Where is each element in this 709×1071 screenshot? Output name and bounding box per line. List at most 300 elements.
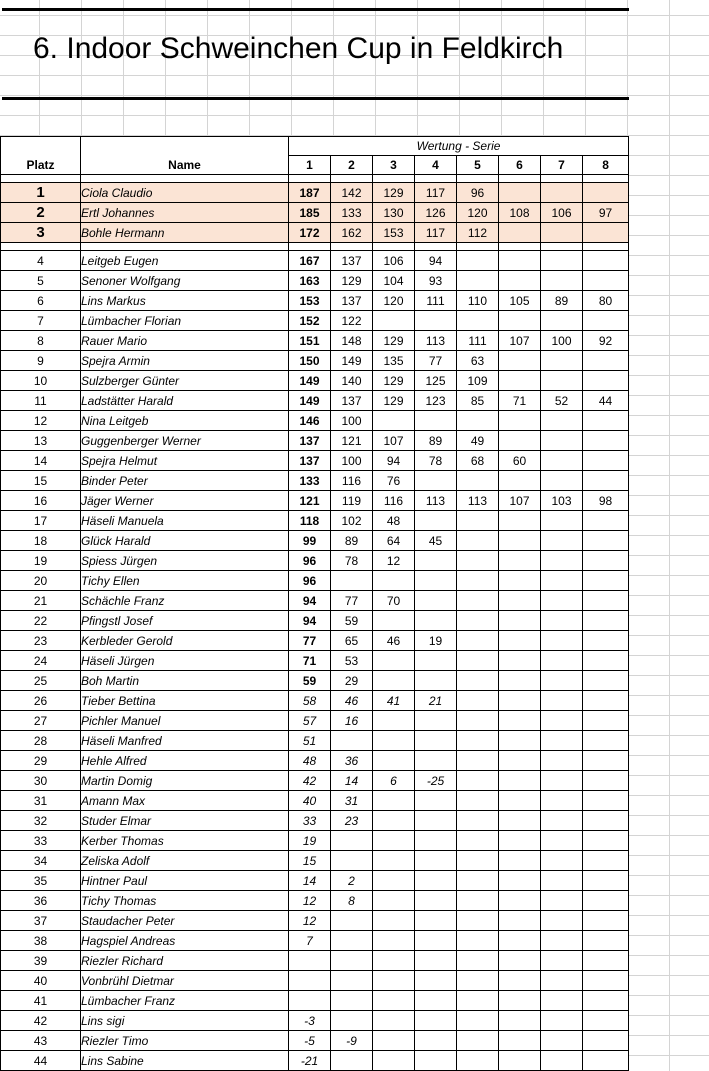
score-cell-serie-5 (457, 791, 499, 811)
score-cell-serie-1: 99 (289, 531, 331, 551)
score-cell-serie-6 (499, 651, 541, 671)
score-cell-serie-8 (583, 991, 629, 1011)
score-cell-serie-6 (499, 791, 541, 811)
place-cell: 32 (1, 811, 81, 831)
score-cell-serie-1: 150 (289, 351, 331, 371)
score-cell-serie-5 (457, 1031, 499, 1051)
header-serie-8: 8 (583, 156, 629, 175)
name-cell: Lins Sabine (81, 1051, 289, 1071)
gap-cell (331, 243, 373, 251)
score-cell-serie-2: 8 (331, 891, 373, 911)
table-row (1, 1031, 629, 1051)
score-cell-serie-8 (583, 271, 629, 291)
score-cell-serie-3 (373, 911, 415, 931)
score-cell-serie-5: 109 (457, 371, 499, 391)
score-cell-serie-1: 94 (289, 591, 331, 611)
table-row (1, 651, 629, 671)
score-cell-serie-5 (457, 991, 499, 1011)
score-cell-serie-2: 53 (331, 651, 373, 671)
header-serie-4: 4 (415, 156, 457, 175)
score-cell-serie-5 (457, 931, 499, 951)
score-cell-serie-5 (457, 691, 499, 711)
score-cell-serie-6 (499, 691, 541, 711)
score-cell-serie-3 (373, 751, 415, 771)
score-cell-serie-8 (583, 311, 629, 331)
score-cell-serie-5 (457, 811, 499, 831)
name-cell: Jäger Werner (81, 491, 289, 511)
score-cell-serie-4: 117 (415, 183, 457, 203)
score-cell-serie-8 (583, 731, 629, 751)
score-cell-serie-7 (541, 951, 583, 971)
score-cell-serie-7 (541, 251, 583, 271)
score-cell-serie-6 (499, 223, 541, 243)
score-cell-serie-2 (331, 731, 373, 751)
score-cell-serie-7 (541, 1011, 583, 1031)
score-cell-serie-7 (541, 831, 583, 851)
score-cell-serie-3: 94 (373, 451, 415, 471)
name-cell: Spejra Armin (81, 351, 289, 371)
name-cell: Häseli Manuela (81, 511, 289, 531)
place-cell: 2 (1, 203, 81, 223)
score-cell-serie-3 (373, 831, 415, 851)
score-cell-serie-7 (541, 971, 583, 991)
gap-cell (583, 175, 629, 183)
score-cell-serie-1: 137 (289, 431, 331, 451)
gap-cell (541, 175, 583, 183)
score-cell-serie-5: 113 (457, 491, 499, 511)
score-cell-serie-2: 149 (331, 351, 373, 371)
name-cell: Studer Elmar (81, 811, 289, 831)
score-cell-serie-7 (541, 891, 583, 911)
score-cell-serie-2: 137 (331, 391, 373, 411)
score-cell-serie-7: 103 (541, 491, 583, 511)
score-cell-serie-7 (541, 411, 583, 431)
score-cell-serie-5 (457, 471, 499, 491)
score-cell-serie-7 (541, 531, 583, 551)
score-cell-serie-1: 152 (289, 311, 331, 331)
score-cell-serie-4 (415, 911, 457, 931)
score-cell-serie-3: 116 (373, 491, 415, 511)
place-cell: 26 (1, 691, 81, 711)
score-cell-serie-1: 33 (289, 811, 331, 831)
score-cell-serie-5 (457, 751, 499, 771)
score-cell-serie-5: 120 (457, 203, 499, 223)
name-cell: Nina Leitgeb (81, 411, 289, 431)
score-cell-serie-5 (457, 711, 499, 731)
name-cell: Lümbacher Florian (81, 311, 289, 331)
table-row (1, 371, 629, 391)
score-cell-serie-6 (499, 551, 541, 571)
score-cell-serie-2: 89 (331, 531, 373, 551)
score-cell-serie-1 (289, 971, 331, 991)
score-cell-serie-6 (499, 971, 541, 991)
score-cell-serie-6: 105 (499, 291, 541, 311)
score-cell-serie-1: 59 (289, 671, 331, 691)
score-cell-serie-1: -5 (289, 1031, 331, 1051)
score-cell-serie-7 (541, 671, 583, 691)
score-cell-serie-2: 36 (331, 751, 373, 771)
score-cell-serie-7 (541, 811, 583, 831)
score-cell-serie-8 (583, 411, 629, 431)
gap-cell (1, 243, 81, 251)
score-cell-serie-1: 172 (289, 223, 331, 243)
score-cell-serie-7 (541, 311, 583, 331)
name-cell: Ladstätter Harald (81, 391, 289, 411)
table-row (1, 751, 629, 771)
score-cell-serie-7 (541, 871, 583, 891)
header-serie-6: 6 (499, 156, 541, 175)
name-cell: Bohle Hermann (81, 223, 289, 243)
score-cell-serie-7: 89 (541, 291, 583, 311)
score-cell-serie-8 (583, 1011, 629, 1031)
score-cell-serie-4 (415, 991, 457, 1011)
score-cell-serie-8 (583, 511, 629, 531)
score-cell-serie-4 (415, 751, 457, 771)
table-row (1, 331, 629, 351)
place-cell: 9 (1, 351, 81, 371)
score-cell-serie-7 (541, 511, 583, 531)
score-cell-serie-1: 77 (289, 631, 331, 651)
score-cell-serie-3 (373, 871, 415, 891)
score-cell-serie-4 (415, 411, 457, 431)
score-cell-serie-3: 135 (373, 351, 415, 371)
score-cell-serie-7 (541, 911, 583, 931)
score-cell-serie-3: 106 (373, 251, 415, 271)
score-cell-serie-5 (457, 591, 499, 611)
score-cell-serie-4: 78 (415, 451, 457, 471)
score-cell-serie-2: 133 (331, 203, 373, 223)
podium-row (1, 183, 629, 203)
score-cell-serie-1: 71 (289, 651, 331, 671)
table-row (1, 851, 629, 871)
score-cell-serie-7 (541, 851, 583, 871)
table-row (1, 471, 629, 491)
score-cell-serie-2: 16 (331, 711, 373, 731)
score-cell-serie-3: 130 (373, 203, 415, 223)
name-cell: Glück Harald (81, 531, 289, 551)
header-serie-5: 5 (457, 156, 499, 175)
score-cell-serie-8 (583, 551, 629, 571)
name-cell: Hehle Alfred (81, 751, 289, 771)
score-cell-serie-5 (457, 971, 499, 991)
score-cell-serie-8 (583, 691, 629, 711)
score-cell-serie-2: 119 (331, 491, 373, 511)
score-cell-serie-4: 93 (415, 271, 457, 291)
header-serie-3: 3 (373, 156, 415, 175)
table-row (1, 271, 629, 291)
score-cell-serie-4: 21 (415, 691, 457, 711)
header-platz: Platz (1, 137, 81, 175)
score-cell-serie-6 (499, 371, 541, 391)
place-cell: 43 (1, 1031, 81, 1051)
place-cell: 33 (1, 831, 81, 851)
score-cell-serie-4 (415, 1011, 457, 1031)
score-cell-serie-7 (541, 223, 583, 243)
place-cell: 4 (1, 251, 81, 271)
name-cell: Tichy Thomas (81, 891, 289, 911)
score-cell-serie-4 (415, 951, 457, 971)
score-cell-serie-1: 40 (289, 791, 331, 811)
score-cell-serie-6 (499, 891, 541, 911)
gap-cell (499, 243, 541, 251)
score-cell-serie-5: 85 (457, 391, 499, 411)
score-cell-serie-1: 163 (289, 271, 331, 291)
place-cell: 11 (1, 391, 81, 411)
score-cell-serie-6 (499, 311, 541, 331)
score-cell-serie-6: 60 (499, 451, 541, 471)
score-cell-serie-6 (499, 871, 541, 891)
place-cell: 15 (1, 471, 81, 491)
score-cell-serie-2 (331, 991, 373, 1011)
score-cell-serie-8 (583, 471, 629, 491)
score-cell-serie-3: 48 (373, 511, 415, 531)
score-cell-serie-1: 42 (289, 771, 331, 791)
score-cell-serie-7 (541, 611, 583, 631)
place-cell: 10 (1, 371, 81, 391)
table-row (1, 611, 629, 631)
place-cell: 39 (1, 951, 81, 971)
score-cell-serie-1 (289, 951, 331, 971)
score-cell-serie-3 (373, 731, 415, 751)
table-row (1, 791, 629, 811)
score-cell-serie-6 (499, 471, 541, 491)
name-cell: Häseli Jürgen (81, 651, 289, 671)
score-cell-serie-4 (415, 611, 457, 631)
score-cell-serie-1: 94 (289, 611, 331, 631)
score-cell-serie-3 (373, 671, 415, 691)
score-cell-serie-5: 63 (457, 351, 499, 371)
score-cell-serie-6 (499, 591, 541, 611)
table-row (1, 291, 629, 311)
score-cell-serie-5: 68 (457, 451, 499, 471)
score-cell-serie-7 (541, 631, 583, 651)
table-row (1, 811, 629, 831)
score-cell-serie-3: 129 (373, 371, 415, 391)
score-cell-serie-5 (457, 871, 499, 891)
score-cell-serie-4 (415, 811, 457, 831)
header-name: Name (81, 137, 289, 175)
score-cell-serie-2: 121 (331, 431, 373, 451)
name-cell: Schächle Franz (81, 591, 289, 611)
table-row (1, 991, 629, 1011)
score-cell-serie-8 (583, 771, 629, 791)
score-cell-serie-4: -25 (415, 771, 457, 791)
place-cell: 8 (1, 331, 81, 351)
score-cell-serie-1: 121 (289, 491, 331, 511)
place-cell: 41 (1, 991, 81, 1011)
score-cell-serie-5 (457, 651, 499, 671)
score-cell-serie-6 (499, 931, 541, 951)
score-cell-serie-6 (499, 531, 541, 551)
place-cell: 3 (1, 223, 81, 243)
table-row (1, 591, 629, 611)
name-cell: Ertl Johannes (81, 203, 289, 223)
score-cell-serie-2: 29 (331, 671, 373, 691)
score-cell-serie-3: 76 (373, 471, 415, 491)
gap-cell (331, 175, 373, 183)
score-cell-serie-8: 44 (583, 391, 629, 411)
score-cell-serie-6 (499, 431, 541, 451)
score-cell-serie-4 (415, 671, 457, 691)
score-cell-serie-4: 117 (415, 223, 457, 243)
score-cell-serie-2 (331, 831, 373, 851)
gap-cell (1, 175, 81, 183)
score-cell-serie-5: 111 (457, 331, 499, 351)
table-row (1, 411, 629, 431)
score-cell-serie-8 (583, 611, 629, 631)
score-cell-serie-5: 110 (457, 291, 499, 311)
score-cell-serie-5 (457, 311, 499, 331)
table-row (1, 491, 629, 511)
score-cell-serie-3: 46 (373, 631, 415, 651)
score-cell-serie-7 (541, 931, 583, 951)
score-cell-serie-6 (499, 811, 541, 831)
score-cell-serie-5 (457, 1011, 499, 1031)
score-cell-serie-8 (583, 751, 629, 771)
score-cell-serie-1: 48 (289, 751, 331, 771)
score-cell-serie-4 (415, 791, 457, 811)
name-cell: Vonbrühl Dietmar (81, 971, 289, 991)
score-cell-serie-4: 94 (415, 251, 457, 271)
score-cell-serie-2: 77 (331, 591, 373, 611)
name-cell: Kerbleder Gerold (81, 631, 289, 651)
score-cell-serie-4: 45 (415, 531, 457, 551)
gap-cell (373, 243, 415, 251)
table-row (1, 351, 629, 371)
score-cell-serie-4 (415, 731, 457, 751)
score-cell-serie-3: 6 (373, 771, 415, 791)
score-cell-serie-2 (331, 911, 373, 931)
podium-row (1, 223, 629, 243)
score-cell-serie-2: 23 (331, 811, 373, 831)
score-cell-serie-1: 15 (289, 851, 331, 871)
gap-cell (289, 175, 331, 183)
score-cell-serie-7 (541, 731, 583, 751)
score-cell-serie-1: 58 (289, 691, 331, 711)
gap-cell (415, 175, 457, 183)
score-cell-serie-8 (583, 531, 629, 551)
podium-gap-row (1, 243, 629, 251)
score-cell-serie-2: 100 (331, 451, 373, 471)
score-cell-serie-8 (583, 631, 629, 651)
score-cell-serie-2: 46 (331, 691, 373, 711)
score-cell-serie-3: 129 (373, 391, 415, 411)
results-body (1, 175, 629, 1071)
score-cell-serie-8 (583, 871, 629, 891)
gap-cell (81, 243, 289, 251)
gap-cell (457, 243, 499, 251)
score-cell-serie-2: 148 (331, 331, 373, 351)
name-cell: Hintner Paul (81, 871, 289, 891)
score-cell-serie-8: 97 (583, 203, 629, 223)
table-row (1, 551, 629, 571)
score-cell-serie-8 (583, 911, 629, 931)
table-row (1, 671, 629, 691)
score-cell-serie-8 (583, 431, 629, 451)
score-cell-serie-6 (499, 831, 541, 851)
score-cell-serie-6 (499, 411, 541, 431)
score-cell-serie-6: 108 (499, 203, 541, 223)
header-serie-7: 7 (541, 156, 583, 175)
gap-cell (583, 243, 629, 251)
score-cell-serie-5 (457, 671, 499, 691)
score-cell-serie-7 (541, 691, 583, 711)
table-row (1, 251, 629, 271)
score-cell-serie-2: 100 (331, 411, 373, 431)
place-cell: 7 (1, 311, 81, 331)
score-cell-serie-2 (331, 571, 373, 591)
score-cell-serie-1 (289, 991, 331, 1011)
score-cell-serie-6 (499, 351, 541, 371)
score-cell-serie-4 (415, 871, 457, 891)
score-cell-serie-5 (457, 611, 499, 631)
score-cell-serie-7 (541, 751, 583, 771)
score-cell-serie-3: 64 (373, 531, 415, 551)
score-cell-serie-3: 70 (373, 591, 415, 611)
score-cell-serie-8 (583, 251, 629, 271)
score-cell-serie-2: 142 (331, 183, 373, 203)
score-cell-serie-4 (415, 511, 457, 531)
score-cell-serie-4 (415, 971, 457, 991)
score-cell-serie-1: 12 (289, 911, 331, 931)
score-cell-serie-1: -21 (289, 1051, 331, 1071)
score-cell-serie-8 (583, 851, 629, 871)
score-cell-serie-4 (415, 311, 457, 331)
score-cell-serie-3 (373, 951, 415, 971)
score-cell-serie-1: 153 (289, 291, 331, 311)
score-cell-serie-3 (373, 711, 415, 731)
podium-row (1, 203, 629, 223)
score-cell-serie-6 (499, 951, 541, 971)
score-cell-serie-2: 65 (331, 631, 373, 651)
results-table (0, 136, 629, 1071)
name-cell: Lümbacher Franz (81, 991, 289, 1011)
score-cell-serie-4 (415, 831, 457, 851)
score-cell-serie-1: 14 (289, 871, 331, 891)
score-cell-serie-5 (457, 891, 499, 911)
score-cell-serie-6 (499, 183, 541, 203)
place-cell: 17 (1, 511, 81, 531)
place-cell: 37 (1, 911, 81, 931)
score-cell-serie-4 (415, 851, 457, 871)
place-cell: 44 (1, 1051, 81, 1071)
score-cell-serie-2 (331, 1011, 373, 1031)
score-cell-serie-1: -3 (289, 1011, 331, 1031)
place-cell: 27 (1, 711, 81, 731)
gap-cell (81, 175, 289, 183)
score-cell-serie-6 (499, 851, 541, 871)
score-cell-serie-7 (541, 571, 583, 591)
score-cell-serie-4 (415, 551, 457, 571)
score-cell-serie-4: 89 (415, 431, 457, 451)
name-cell: Martin Domig (81, 771, 289, 791)
place-cell: 29 (1, 751, 81, 771)
score-cell-serie-3: 41 (373, 691, 415, 711)
score-cell-serie-5: 49 (457, 431, 499, 451)
place-cell: 6 (1, 291, 81, 311)
table-row (1, 311, 629, 331)
score-cell-serie-3 (373, 1011, 415, 1031)
score-cell-serie-4 (415, 571, 457, 591)
score-cell-serie-7 (541, 271, 583, 291)
score-cell-serie-3 (373, 891, 415, 911)
place-cell: 18 (1, 531, 81, 551)
score-cell-serie-3 (373, 611, 415, 631)
score-cell-serie-8 (583, 891, 629, 911)
score-cell-serie-3 (373, 791, 415, 811)
score-cell-serie-5 (457, 911, 499, 931)
score-cell-serie-8 (583, 971, 629, 991)
